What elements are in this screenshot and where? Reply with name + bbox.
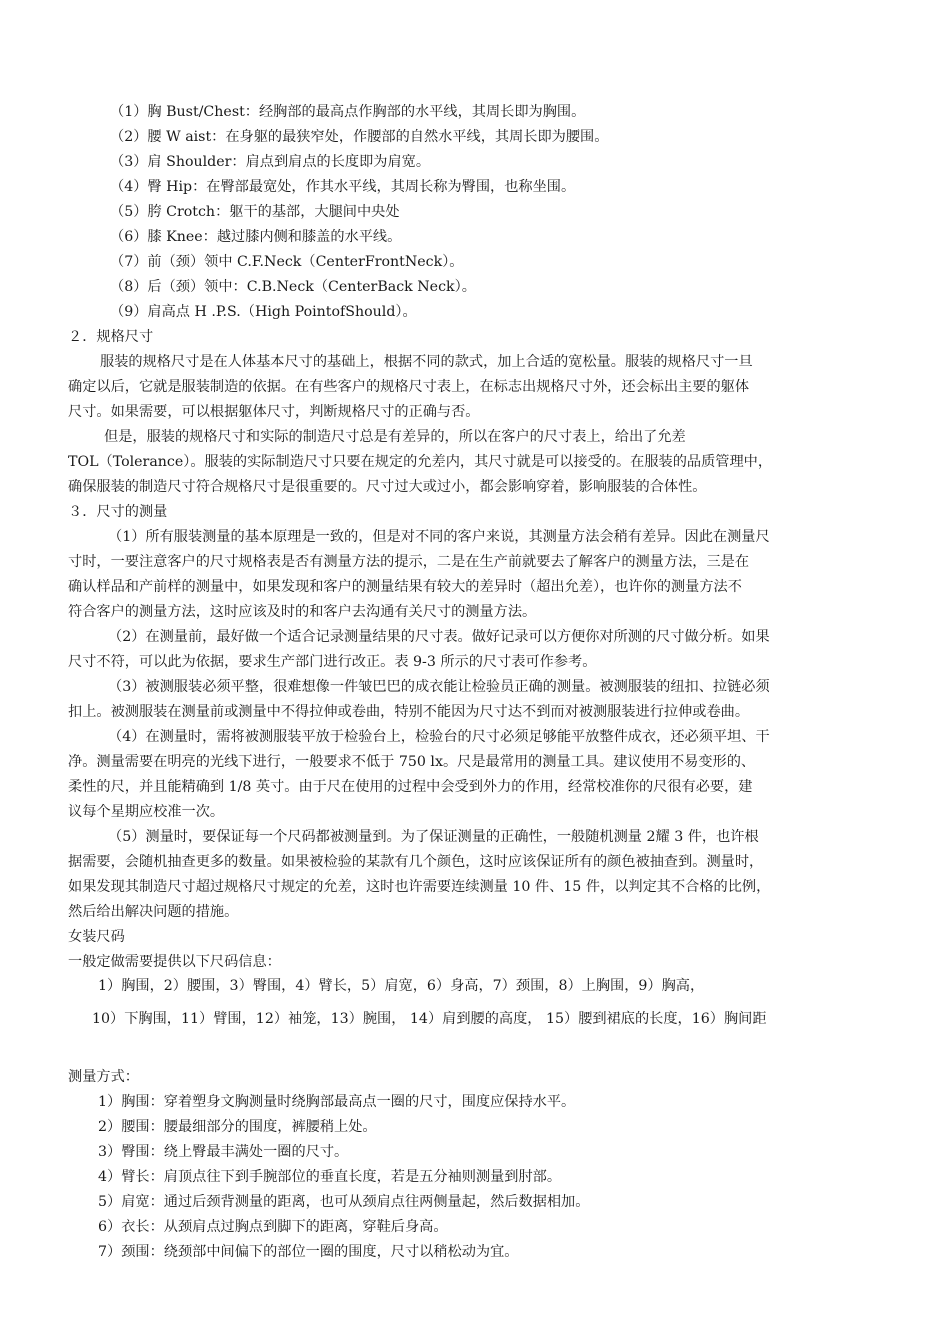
definition-cf-neck: （7）前（颈）领中 C.F.Neck（CenterFrontNeck）。 [110, 254, 464, 270]
definition-knee: （6）膝 Knee：越过膝内侧和膝盖的水平线。 [110, 229, 402, 245]
definition-cb-neck: （8）后（颈）领中：C.B.Neck（CenterBack Neck）。 [110, 279, 476, 295]
paragraph-line: （5）测量时，要保证每一个尺码都被测量到。为了保证测量的正确性，一般随机测量 2耀 3 件，也许根 [108, 829, 759, 845]
paragraph-line: 尺寸不符，可以此为依据，要求生产部门进行改正。表 9-3 所示的尺寸表可作参考。 [68, 654, 597, 670]
definition-shoulder: （3）肩 Shoulder：肩点到肩点的长度即为肩宽。 [110, 154, 431, 170]
paragraph-line: 据需要，会随机抽查更多的数量。如果被检验的某款有几个颜色，这时应该保证所有的颜色被抽查到。测量时， [68, 854, 764, 870]
method-item: 2）腰围：腰最细部分的围度，裤腰稍上处。 [98, 1119, 377, 1135]
paragraph-line: 然后给出解决问题的措施。 [68, 904, 239, 920]
paragraph-line: 如果发现其制造尺寸超过规格尺寸规定的允差，这时也许需要连续测量 10 件、15 件，以判定其不合格的比例， [68, 879, 771, 895]
paragraph-line: 议每个星期应校准一次。 [68, 804, 225, 820]
definition-crotch: （5）胯 Crotch：躯干的基部，大腿间中央处 [110, 204, 400, 220]
method-item: 1）胸围：穿着塑身文胸测量时绕胸部最高点一圈的尺寸，围度应保持水平。 [98, 1094, 576, 1110]
section-heading-methods: 测量方式： [68, 1069, 139, 1085]
paragraph-line: 尺寸。如果需要，可以根据躯体尺寸，判断规格尺寸的正确与否。 [68, 404, 480, 420]
section-heading-measure: ３．尺寸的测量 [68, 504, 168, 520]
method-item: 7）颈围：绕颈部中间偏下的部位一圈的围度，尺寸以稍松动为宜。 [98, 1244, 519, 1260]
paragraph-line: 但是，服装的规格尺寸和实际的制造尺寸总是有差异的，所以在客户的尺寸表上，给出了允差 [104, 429, 686, 445]
paragraph-line: 符合客户的测量方法，这时应该及时的和客户去沟通有关尺寸的测量方法。 [68, 604, 537, 620]
paragraph-line: （2）在测量前，最好做一个适合记录测量结果的尺寸表。做好记录可以方便你对所测的尺寸做分析。如果 [108, 629, 770, 645]
women-intro: 一般定做需要提供以下尺码信息： [68, 954, 281, 970]
paragraph-line: （4）在测量时，需将被测服装平放于检验台上，检验台的尺寸必须足够能平放整件成衣，还必须平坦、干 [108, 729, 770, 745]
paragraph-line: （1）所有服装测量的基本原理是一致的，但是对不同的客户来说，其测量方法会稍有差异。因此在测量尺 [108, 529, 770, 545]
method-item: 4）臂长：肩顶点往下到手腕部位的垂直长度，若是五分袖则测量到肘部。 [98, 1169, 562, 1185]
paragraph-line: 确保服装的制造尺寸符合规格尺寸是很重要的。尺寸过大或过小，都会影响穿着，影响服装的合体性。 [68, 479, 707, 495]
paragraph-line: 柔性的尺，并且能精确到 1/8 英寸。由于尺在使用的过程中会受到外力的作用，经常校准你的尺很有必要，建 [68, 779, 753, 795]
definition-waist: （2）腰 W aist：在身躯的最狭窄处，作腰部的自然水平线，其周长即为腰围。 [110, 129, 609, 145]
method-item: 3）臀围：绕上臀最丰满处一圈的尺寸。 [98, 1144, 349, 1160]
size-list-line-2: 10）下胸围，11）臂围，12）袖笼，13）腕围， 14）肩到腰的高度， 15）腰到裙底的长度，16）胸间距 [92, 1011, 767, 1027]
paragraph-line: 扣上。被测服装在测量前或测量中不得拉伸或卷曲，特别不能因为尺寸达不到而对被测服装进行拉伸或卷曲。 [68, 704, 750, 720]
paragraph-line: 确认样品和产前样的测量中，如果发现和客户的测量结果有较大的差异时（超出允差），也许你的测量方法不 [68, 579, 742, 595]
paragraph-line: 净。测量需要在明亮的光线下进行，一般要求不低于 750 lx。尺是最常用的测量工具。建议使用不易变形的、 [68, 754, 756, 770]
paragraph-line: 服装的规格尺寸是在人体基本尺寸的基础上，根据不同的款式，加上合适的宽松量。服装的规格尺寸一旦 [100, 354, 753, 370]
paragraph-line: 寸时，一要注意客户的尺寸规格表是否有测量方法的提示，二是在生产前就要去了解客户的测量方法，三是在 [68, 554, 750, 570]
method-item: 6）衣长：从颈肩点过胸点到脚下的距离，穿鞋后身高。 [98, 1219, 448, 1235]
paragraph-line: （3）被测服装必须平整，很难想像一件皱巴巴的成衣能让检验员正确的测量。被测服装的纽扣、拉链必须 [108, 679, 770, 695]
definition-hps: （9）肩高点 H .P.S.（High PointofShould）。 [110, 304, 417, 320]
section-heading-spec: ２．规格尺寸 [68, 329, 154, 345]
paragraph-line: TOL（Tolerance）。服装的实际制造尺寸只要在规定的允差内，其尺寸就是可以接受的。在服装的品质管理中， [68, 454, 773, 470]
definition-bust: （1）胸 Bust/Chest：经胸部的最高点作胸部的水平线，其周长即为胸围。 [110, 104, 586, 120]
paragraph-line: 确定以后，它就是服装制造的依据。在有些客户的规格尺寸表上，在标志出规格尺寸外，还会标出主要的躯体 [68, 379, 750, 395]
definition-hip: （4）臀 Hip：在臀部最宽处，作其水平线，其周长称为臀围，也称坐围。 [110, 179, 576, 195]
method-item: 5）肩宽：通过后颈背测量的距离，也可从颈肩点往两侧量起，然后数据相加。 [98, 1194, 590, 1210]
section-heading-women: 女装尺码 [68, 929, 125, 945]
size-list-line-1: 1）胸围，2）腰围，3）臀围，4）臂长，5）肩宽，6）身高，7）颈围，8）上胸围，9）胸高， [98, 978, 705, 994]
